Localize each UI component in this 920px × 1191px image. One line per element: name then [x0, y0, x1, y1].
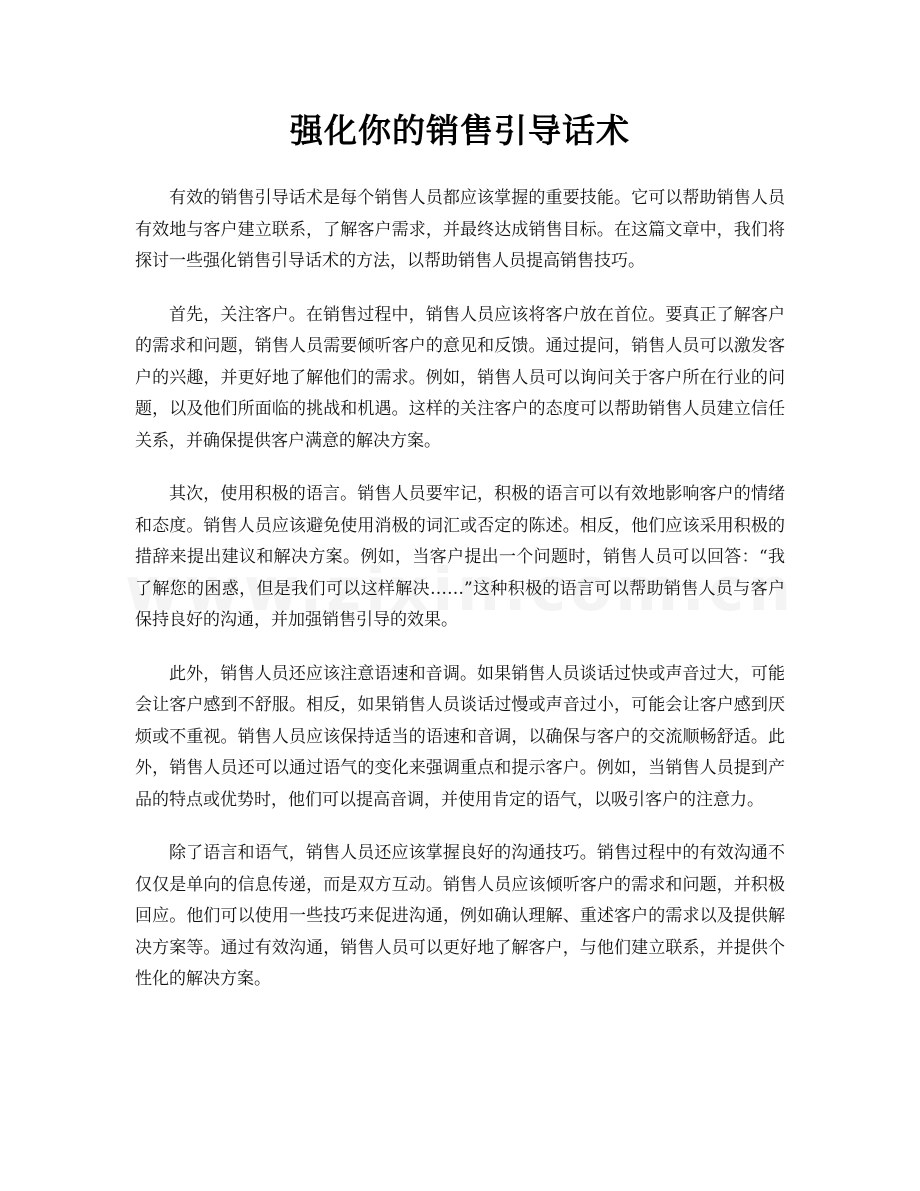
document-title: 强化你的销售引导话术 — [290, 111, 630, 150]
paragraph-3: 其次，使用积极的语言。销售人员要牢记，积极的语言可以有效地影响客户的情绪和态度。销售人员应该避免使用消极的词汇或否定的陈述。相反，他们应该采用积极的措辞来提出建议和解决方案。例如，当客户提出一个问题时，销售人员可以回答：“我了解您的困惑，但是我们可以这样解决……”这种积极的语言可以帮助销售人员与客户保持良好的沟通，并加强销售引导的效果。 — [135, 484, 785, 630]
document-body — [135, 183, 785, 1018]
paragraph-1: 有效的销售引导话术是每个销售人员都应该掌握的重要技能。它可以帮助销售人员有效地与客户建立联系，了解客户需求，并最终达成销售目标。在这篇文章中，我们将探讨一些强化销售引导话术的方法，以帮助销售人员提高销售技巧。 — [135, 188, 785, 271]
paragraph-5: 除了语言和语气，销售人员还应该掌握良好的沟通技巧。销售过程中的有效沟通不仅仅是单向的信息传递，而是双方互动。销售人员应该倾听客户的需求和问题，并积极回应。他们可以使用一些技巧来促进沟通，例如确认理解、重述客户的需求以及提供解决方案等。通过有效沟通，销售人员可以更好地了解客户，与他们建立联系，并提供个性化的解决方案。 — [135, 843, 785, 989]
paragraph-2: 首先，关注客户。在销售过程中，销售人员应该将客户放在首位。要真正了解客户的需求和问题，销售人员需要倾听客户的意见和反馈。通过提问，销售人员可以激发客户的兴趣，并更好地了解他们的需求。例如，销售人员可以询问关于客户所在行业的问题，以及他们所面临的挑战和机遇。这样的关注客户的态度可以帮助销售人员建立信任关系，并确保提供客户满意的解决方案。 — [135, 304, 785, 451]
paragraph-4: 此外，销售人员还应该注意语速和音调。如果销售人员谈话过快或声音过大，可能会让客户感到不舒服。相反，如果销售人员谈话过慢或声音过小，可能会让客户感到厌烦或不重视。销售人员应该保持适当的语速和音调，以确保与客户的交流顺畅舒适。此外，销售人员还可以通过语气的变化来强调重点和提示客户。例如，当销售人员提到产品的特点或优势时，他们可以提高音调，并使用肯定的语气，以吸引客户的注意力。 — [135, 663, 785, 810]
